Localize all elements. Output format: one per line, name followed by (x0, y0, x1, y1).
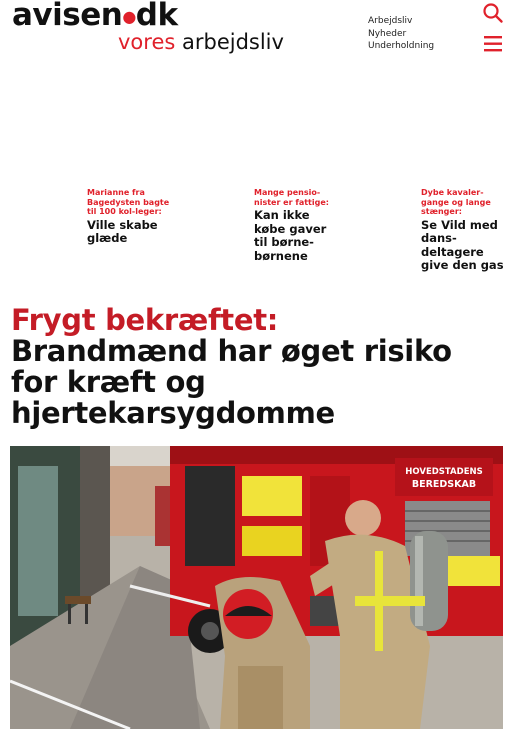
section-nav (368, 15, 434, 53)
site-header (0, 0, 513, 60)
logo-dot: ● (122, 7, 136, 26)
nav-item-underholdning[interactable]: Underholdning (368, 41, 435, 51)
headline-kicker: Frygt bekræftet: (11, 303, 279, 337)
teaser-kicker: Marianne fra Bagedysten bagte til 100 kol-leger: (87, 188, 170, 216)
subtitle-dark: arbejdsliv (181, 30, 284, 54)
menu-icon[interactable] (482, 33, 504, 55)
site-subtitle (118, 30, 284, 54)
nav-item-nyheder[interactable]: Nyheder (368, 28, 407, 39)
headline-title: Brandmænd har øget risiko for kræft og hjertekarsygdomme (11, 334, 452, 430)
logo-suffix: dk (135, 0, 178, 33)
teaser-card[interactable] (254, 188, 340, 263)
teaser-title: Ville skabe glæde (87, 217, 158, 245)
teaser-kicker: Mange pensio-nister er fattige: (254, 188, 329, 207)
site-logo[interactable] (12, 0, 178, 34)
teaser-card[interactable] (87, 188, 173, 246)
truck-sign-line2: BEREDSKAB (411, 479, 477, 490)
teaser-card[interactable] (421, 188, 507, 273)
article-image[interactable] (10, 446, 503, 729)
teaser-title: Kan ikke købe gaver til børne-børnene (254, 208, 327, 263)
truck-sign-line1: HOVEDSTADENS (405, 467, 483, 477)
article-headline[interactable] (11, 305, 506, 429)
nav-item-arbejdsliv[interactable]: Arbejdsliv (368, 16, 413, 26)
search-icon[interactable] (482, 2, 504, 24)
teaser-title: Se Vild med dans-deltagere give den gas (421, 217, 504, 272)
logo-text: avisen (12, 0, 123, 33)
subtitle-red: vores (118, 30, 182, 54)
teaser-kicker: Dybe kavaler-gange og lange stænger: (421, 188, 491, 216)
